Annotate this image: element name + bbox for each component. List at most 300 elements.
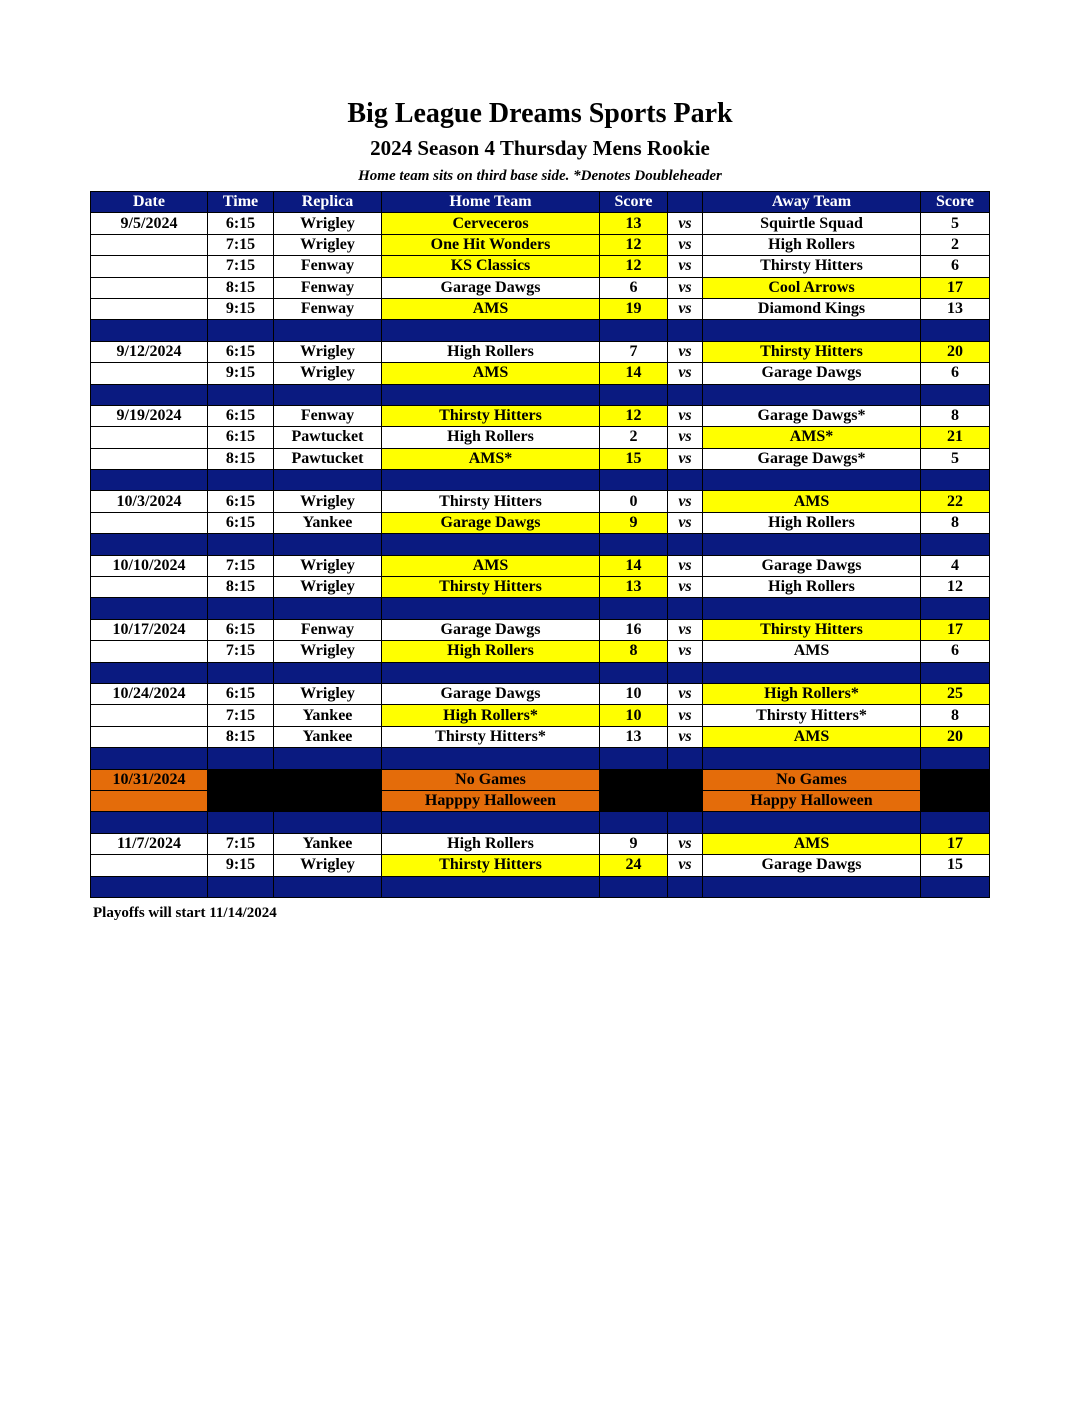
away-team-cell: High Rollers <box>703 577 921 598</box>
away-score-cell <box>921 769 990 790</box>
home-score-cell: 9 <box>600 512 668 533</box>
separator-cell <box>91 384 208 405</box>
vs-cell <box>668 790 703 811</box>
date-cell <box>91 256 208 277</box>
separator-cell <box>91 662 208 683</box>
separator-cell <box>668 320 703 341</box>
separator-cell <box>382 384 600 405</box>
separator-cell <box>668 662 703 683</box>
separator-cell <box>668 812 703 833</box>
home-score-cell: 2 <box>600 427 668 448</box>
away-team-cell: AMS* <box>703 427 921 448</box>
vs-cell: vs <box>668 555 703 576</box>
time-cell <box>208 790 274 811</box>
separator-cell <box>274 320 382 341</box>
week-separator-row <box>91 662 990 683</box>
separator-cell <box>208 534 274 555</box>
home-team-cell: AMS <box>382 555 600 576</box>
date-cell <box>91 277 208 298</box>
playoffs-note: Playoffs will start 11/14/2024 <box>93 905 277 921</box>
away-score-cell: 5 <box>921 448 990 469</box>
game-row <box>91 833 990 854</box>
vs-cell: vs <box>668 427 703 448</box>
date-cell <box>91 363 208 384</box>
replica-cell: Yankee <box>274 833 382 854</box>
home-team-cell: Garage Dawgs <box>382 683 600 704</box>
separator-cell <box>274 748 382 769</box>
replica-cell: Fenway <box>274 405 382 426</box>
home-team-cell: KS Classics <box>382 256 600 277</box>
game-row <box>91 363 990 384</box>
week-separator-row <box>91 876 990 897</box>
away-team-cell: Garage Dawgs* <box>703 448 921 469</box>
game-row <box>91 427 990 448</box>
separator-cell <box>208 470 274 491</box>
week-separator-row <box>91 320 990 341</box>
vs-cell: vs <box>668 491 703 512</box>
date-cell: 9/19/2024 <box>91 405 208 426</box>
separator-cell <box>600 748 668 769</box>
vs-cell: vs <box>668 726 703 747</box>
away-team-cell: Thirsty Hitters <box>703 341 921 362</box>
vs-cell: vs <box>668 855 703 876</box>
time-cell <box>208 769 274 790</box>
vs-cell: vs <box>668 512 703 533</box>
separator-cell <box>668 876 703 897</box>
vs-cell <box>668 769 703 790</box>
away-team-cell: Cool Arrows <box>703 277 921 298</box>
away-score-cell: 4 <box>921 555 990 576</box>
separator-cell <box>921 534 990 555</box>
week-separator-row <box>91 812 990 833</box>
vs-cell: vs <box>668 683 703 704</box>
separator-cell <box>703 470 921 491</box>
week-separator-row <box>91 384 990 405</box>
separator-cell <box>382 534 600 555</box>
away-team-cell: No Games <box>703 769 921 790</box>
separator-cell <box>921 812 990 833</box>
page-subtitle: 2024 Season 4 Thursday Mens Rookie <box>370 136 710 160</box>
separator-cell <box>382 748 600 769</box>
time-cell: 6:15 <box>208 405 274 426</box>
game-row <box>91 448 990 469</box>
game-row <box>91 683 990 704</box>
away-team-cell: Garage Dawgs <box>703 363 921 384</box>
week-separator-row <box>91 534 990 555</box>
vs-cell: vs <box>668 234 703 255</box>
home-team-cell: High Rollers <box>382 341 600 362</box>
vs-cell: vs <box>668 448 703 469</box>
separator-cell <box>382 876 600 897</box>
replica-cell: Yankee <box>274 512 382 533</box>
separator-cell <box>274 470 382 491</box>
game-row <box>91 234 990 255</box>
game-row <box>91 213 990 234</box>
col-date-header: Date <box>91 192 208 213</box>
col-time-header: Time <box>208 192 274 213</box>
home-team-cell: AMS* <box>382 448 600 469</box>
separator-cell <box>921 470 990 491</box>
separator-cell <box>208 748 274 769</box>
away-team-cell: Garage Dawgs <box>703 855 921 876</box>
home-score-cell <box>600 769 668 790</box>
vs-cell: vs <box>668 577 703 598</box>
vs-cell: vs <box>668 641 703 662</box>
away-score-cell <box>921 790 990 811</box>
separator-cell <box>382 470 600 491</box>
separator-cell <box>921 876 990 897</box>
replica-cell: Fenway <box>274 256 382 277</box>
time-cell: 7:15 <box>208 705 274 726</box>
separator-cell <box>208 384 274 405</box>
separator-cell <box>91 812 208 833</box>
vs-cell: vs <box>668 298 703 319</box>
away-team-cell: AMS <box>703 491 921 512</box>
date-cell <box>91 790 208 811</box>
game-row <box>91 341 990 362</box>
time-cell: 6:15 <box>208 683 274 704</box>
separator-cell <box>382 662 600 683</box>
away-score-cell: 12 <box>921 577 990 598</box>
home-team-cell: Happpy Halloween <box>382 790 600 811</box>
date-cell: 10/31/2024 <box>91 769 208 790</box>
game-row <box>91 555 990 576</box>
home-team-cell: AMS <box>382 363 600 384</box>
schedule-table <box>90 191 990 898</box>
separator-cell <box>600 812 668 833</box>
game-row <box>91 256 990 277</box>
game-row <box>91 298 990 319</box>
vs-cell: vs <box>668 405 703 426</box>
separator-cell <box>921 748 990 769</box>
away-team-cell: AMS <box>703 726 921 747</box>
home-team-cell: Thirsty Hitters <box>382 855 600 876</box>
separator-cell <box>703 320 921 341</box>
vs-cell: vs <box>668 341 703 362</box>
away-team-cell: AMS <box>703 641 921 662</box>
schedule-body <box>91 213 990 898</box>
separator-cell <box>600 876 668 897</box>
date-cell <box>91 577 208 598</box>
separator-cell <box>208 598 274 619</box>
away-score-cell: 20 <box>921 726 990 747</box>
home-score-cell: 10 <box>600 705 668 726</box>
away-team-cell: Thirsty Hitters <box>703 619 921 640</box>
home-team-cell: Thirsty Hitters <box>382 577 600 598</box>
separator-cell <box>600 534 668 555</box>
home-team-cell: Thirsty Hitters* <box>382 726 600 747</box>
home-score-cell: 24 <box>600 855 668 876</box>
away-score-cell: 17 <box>921 277 990 298</box>
home-team-cell: Cerveceros <box>382 213 600 234</box>
away-team-cell: High Rollers <box>703 512 921 533</box>
week-separator-row <box>91 748 990 769</box>
separator-cell <box>600 320 668 341</box>
game-row <box>91 577 990 598</box>
separator-cell <box>668 748 703 769</box>
date-cell: 10/24/2024 <box>91 683 208 704</box>
home-team-cell: High Rollers* <box>382 705 600 726</box>
date-cell <box>91 427 208 448</box>
game-row <box>91 705 990 726</box>
time-cell: 8:15 <box>208 726 274 747</box>
home-score-cell: 13 <box>600 577 668 598</box>
home-team-cell: One Hit Wonders <box>382 234 600 255</box>
separator-cell <box>921 320 990 341</box>
date-cell: 11/7/2024 <box>91 833 208 854</box>
separator-cell <box>91 470 208 491</box>
replica-cell: Wrigley <box>274 491 382 512</box>
replica-cell: Yankee <box>274 726 382 747</box>
vs-cell: vs <box>668 833 703 854</box>
separator-cell <box>921 662 990 683</box>
time-cell: 9:15 <box>208 298 274 319</box>
separator-cell <box>382 812 600 833</box>
home-score-cell: 9 <box>600 833 668 854</box>
holiday-row <box>91 769 990 790</box>
separator-cell <box>703 876 921 897</box>
separator-cell <box>703 534 921 555</box>
game-row <box>91 277 990 298</box>
time-cell: 7:15 <box>208 641 274 662</box>
replica-cell: Wrigley <box>274 855 382 876</box>
vs-cell: vs <box>668 213 703 234</box>
separator-cell <box>208 812 274 833</box>
col-away-team-header: Away Team <box>703 192 921 213</box>
separator-cell <box>703 812 921 833</box>
time-cell: 8:15 <box>208 448 274 469</box>
away-team-cell: Squirtle Squad <box>703 213 921 234</box>
separator-cell <box>703 598 921 619</box>
separator-cell <box>600 384 668 405</box>
replica-cell: Wrigley <box>274 641 382 662</box>
time-cell: 6:15 <box>208 619 274 640</box>
home-score-cell: 6 <box>600 277 668 298</box>
separator-cell <box>208 320 274 341</box>
date-cell <box>91 512 208 533</box>
separator-cell <box>703 662 921 683</box>
separator-cell <box>274 384 382 405</box>
col-away-score-header: Score <box>921 192 990 213</box>
replica-cell: Wrigley <box>274 683 382 704</box>
time-cell: 6:15 <box>208 427 274 448</box>
separator-cell <box>382 320 600 341</box>
replica-cell: Fenway <box>274 277 382 298</box>
time-cell: 7:15 <box>208 256 274 277</box>
replica-cell: Fenway <box>274 619 382 640</box>
home-team-cell: Thirsty Hitters <box>382 405 600 426</box>
date-cell <box>91 234 208 255</box>
replica-cell: Wrigley <box>274 555 382 576</box>
separator-cell <box>600 662 668 683</box>
home-score-cell: 7 <box>600 341 668 362</box>
away-score-cell: 8 <box>921 705 990 726</box>
time-cell: 6:15 <box>208 341 274 362</box>
home-team-cell: AMS <box>382 298 600 319</box>
away-team-cell: Thirsty Hitters* <box>703 705 921 726</box>
away-score-cell: 6 <box>921 641 990 662</box>
away-team-cell: AMS <box>703 833 921 854</box>
time-cell: 8:15 <box>208 577 274 598</box>
replica-cell <box>274 790 382 811</box>
replica-cell: Yankee <box>274 705 382 726</box>
away-score-cell: 17 <box>921 833 990 854</box>
separator-cell <box>668 598 703 619</box>
away-team-cell: Garage Dawgs* <box>703 405 921 426</box>
vs-cell: vs <box>668 363 703 384</box>
vs-cell: vs <box>668 619 703 640</box>
home-team-cell: No Games <box>382 769 600 790</box>
time-cell: 7:15 <box>208 234 274 255</box>
week-separator-row <box>91 470 990 491</box>
week-separator-row <box>91 598 990 619</box>
home-score-cell: 19 <box>600 298 668 319</box>
home-score-cell: 12 <box>600 405 668 426</box>
date-cell: 10/17/2024 <box>91 619 208 640</box>
home-score-cell: 14 <box>600 555 668 576</box>
home-score-cell: 13 <box>600 213 668 234</box>
away-score-cell: 5 <box>921 213 990 234</box>
away-score-cell: 6 <box>921 256 990 277</box>
separator-cell <box>91 598 208 619</box>
replica-cell: Fenway <box>274 298 382 319</box>
separator-cell <box>921 384 990 405</box>
doubleheader-note: Home team sits on third base side. *Denotes Doubleheader <box>358 168 722 184</box>
time-cell: 7:15 <box>208 555 274 576</box>
col-vs-header <box>668 192 703 213</box>
vs-cell: vs <box>668 705 703 726</box>
away-team-cell: Diamond Kings <box>703 298 921 319</box>
home-team-cell: Garage Dawgs <box>382 512 600 533</box>
time-cell: 6:15 <box>208 213 274 234</box>
separator-cell <box>274 876 382 897</box>
game-row <box>91 641 990 662</box>
separator-cell <box>91 876 208 897</box>
away-team-cell: Happy Halloween <box>703 790 921 811</box>
col-home-score-header: Score <box>600 192 668 213</box>
date-cell: 10/10/2024 <box>91 555 208 576</box>
away-team-cell: Garage Dawgs <box>703 555 921 576</box>
away-score-cell: 17 <box>921 619 990 640</box>
home-score-cell: 12 <box>600 234 668 255</box>
home-score-cell: 15 <box>600 448 668 469</box>
col-replica-header: Replica <box>274 192 382 213</box>
date-cell <box>91 641 208 662</box>
separator-cell <box>274 598 382 619</box>
game-row <box>91 619 990 640</box>
separator-cell <box>208 662 274 683</box>
separator-cell <box>668 534 703 555</box>
date-cell: 9/12/2024 <box>91 341 208 362</box>
date-cell <box>91 726 208 747</box>
away-score-cell: 13 <box>921 298 990 319</box>
replica-cell: Wrigley <box>274 363 382 384</box>
replica-cell: Wrigley <box>274 234 382 255</box>
away-score-cell: 22 <box>921 491 990 512</box>
separator-cell <box>274 662 382 683</box>
away-score-cell: 20 <box>921 341 990 362</box>
home-score-cell: 14 <box>600 363 668 384</box>
separator-cell <box>703 748 921 769</box>
home-team-cell: Thirsty Hitters <box>382 491 600 512</box>
home-score-cell: 13 <box>600 726 668 747</box>
date-cell <box>91 298 208 319</box>
away-score-cell: 8 <box>921 512 990 533</box>
separator-cell <box>703 384 921 405</box>
away-score-cell: 8 <box>921 405 990 426</box>
replica-cell: Pawtucket <box>274 427 382 448</box>
home-team-cell: Garage Dawgs <box>382 619 600 640</box>
time-cell: 7:15 <box>208 833 274 854</box>
away-score-cell: 25 <box>921 683 990 704</box>
home-score-cell: 10 <box>600 683 668 704</box>
away-score-cell: 6 <box>921 363 990 384</box>
time-cell: 8:15 <box>208 277 274 298</box>
game-row <box>91 726 990 747</box>
home-score-cell: 8 <box>600 641 668 662</box>
away-score-cell: 15 <box>921 855 990 876</box>
home-score-cell: 16 <box>600 619 668 640</box>
home-score-cell <box>600 790 668 811</box>
game-row <box>91 512 990 533</box>
away-team-cell: High Rollers* <box>703 683 921 704</box>
time-cell: 9:15 <box>208 855 274 876</box>
separator-cell <box>382 598 600 619</box>
time-cell: 9:15 <box>208 363 274 384</box>
separator-cell <box>91 320 208 341</box>
game-row <box>91 855 990 876</box>
page-title: Big League Dreams Sports Park <box>347 98 733 129</box>
home-score-cell: 12 <box>600 256 668 277</box>
date-cell: 10/3/2024 <box>91 491 208 512</box>
separator-cell <box>921 598 990 619</box>
home-team-cell: High Rollers <box>382 427 600 448</box>
replica-cell: Wrigley <box>274 213 382 234</box>
home-team-cell: Garage Dawgs <box>382 277 600 298</box>
away-team-cell: Thirsty Hitters <box>703 256 921 277</box>
replica-cell: Wrigley <box>274 341 382 362</box>
separator-cell <box>600 598 668 619</box>
away-score-cell: 21 <box>921 427 990 448</box>
game-row <box>91 491 990 512</box>
date-cell: 9/5/2024 <box>91 213 208 234</box>
date-cell <box>91 855 208 876</box>
separator-cell <box>274 534 382 555</box>
game-row <box>91 405 990 426</box>
separator-cell <box>274 812 382 833</box>
separator-cell <box>668 470 703 491</box>
replica-cell <box>274 769 382 790</box>
vs-cell: vs <box>668 277 703 298</box>
holiday-row <box>91 790 990 811</box>
col-home-team-header: Home Team <box>382 192 600 213</box>
home-score-cell: 0 <box>600 491 668 512</box>
date-cell <box>91 705 208 726</box>
replica-cell: Pawtucket <box>274 448 382 469</box>
separator-cell <box>91 534 208 555</box>
header-row <box>91 192 990 213</box>
separator-cell <box>668 384 703 405</box>
time-cell: 6:15 <box>208 512 274 533</box>
away-team-cell: High Rollers <box>703 234 921 255</box>
separator-cell <box>600 470 668 491</box>
date-cell <box>91 448 208 469</box>
away-score-cell: 2 <box>921 234 990 255</box>
home-team-cell: High Rollers <box>382 833 600 854</box>
home-team-cell: High Rollers <box>382 641 600 662</box>
vs-cell: vs <box>668 256 703 277</box>
time-cell: 6:15 <box>208 491 274 512</box>
